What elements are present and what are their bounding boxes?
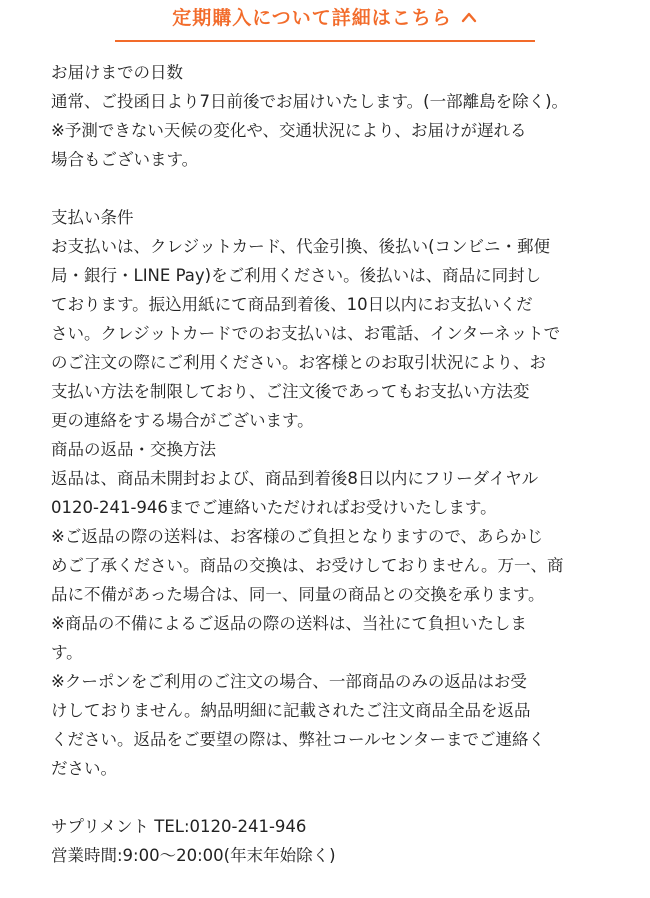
section-spacer [51, 174, 611, 203]
returns-line: ※商品の不備によるご返品の際の送料は、当社にて負担いたしま [51, 614, 527, 633]
returns-line: めご了承ください。商品の交換は、お受けしておりません。万一、商 [51, 556, 564, 575]
delivery-line: 通常、ご投函日より7日前後でお届けいたします。(一部離島を除く)。 [51, 92, 569, 111]
payment-line: 局・銀行・LINE Pay)をご利用ください。後払いは、商品に同封し [51, 266, 542, 285]
returns-line: ※クーポンをご利用のご注文の場合、一部商品のみの返品はお受 [51, 672, 527, 691]
delivery-section [51, 58, 611, 174]
payment-line: お支払いは、クレジットカード、代金引換、後払い(コンビニ・郵便 [51, 237, 551, 256]
subscription-details-label: 定期購入について詳細はこちら [172, 6, 452, 29]
payment-line: 支払い方法を制限しており、ご注文後であってもお支払い方法変 [51, 382, 530, 401]
returns-line: 品に不備があった場合は、同一、同量の商品との交換を承ります。 [51, 585, 545, 604]
chevron-up-icon [460, 9, 478, 23]
returns-line: す。 [51, 643, 83, 662]
returns-line: ※ご返品の際の送料は、お客様のご負担となりますので、あらかじ [51, 527, 543, 546]
payment-line: 更の連絡をする場合がございます。 [51, 411, 314, 430]
contact-tel: サプリメント TEL:0120-241-946 [51, 817, 307, 836]
section-spacer [51, 783, 611, 812]
contact-hours: 営業時間:9:00〜20:00(年末年始除く) [51, 846, 336, 865]
delivery-line: ※予測できない天候の変化や、交通状況により、お届けが遅れる [51, 121, 527, 140]
returns-line: ください。返品をご要望の際は、弊社コールセンターまでご連絡く [51, 730, 546, 749]
returns-line: 0120-241-946までご連絡いただければお受けいたします。 [51, 498, 497, 517]
payment-title: 支払い条件 [51, 208, 134, 227]
payment-line: ております。振込用紙にて商品到着後、10日以内にお支払いくだ [51, 295, 533, 314]
delivery-title: お届けまでの日数 [51, 63, 183, 82]
payment-section [51, 203, 611, 435]
subscription-details-content [51, 58, 611, 870]
subscription-details-toggle[interactable] [115, 0, 535, 42]
returns-line: ださい。 [51, 759, 117, 778]
returns-section [51, 435, 611, 783]
contact-section [51, 812, 611, 870]
payment-line: のご注文の際にご利用ください。お客様とのお取引状況により、お [51, 353, 546, 372]
returns-line: けしておりません。納品明細に記載されたご注文商品全品を返品 [51, 701, 531, 720]
returns-title: 商品の返品・交換方法 [51, 440, 216, 459]
returns-line: 返品は、商品未開封および、商品到着後8日以内にフリーダイヤル [51, 469, 539, 488]
payment-line: さい。クレジットカードでのお支払いは、お電話、インターネットで [51, 324, 561, 343]
delivery-line: 場合もございます。 [51, 150, 199, 169]
